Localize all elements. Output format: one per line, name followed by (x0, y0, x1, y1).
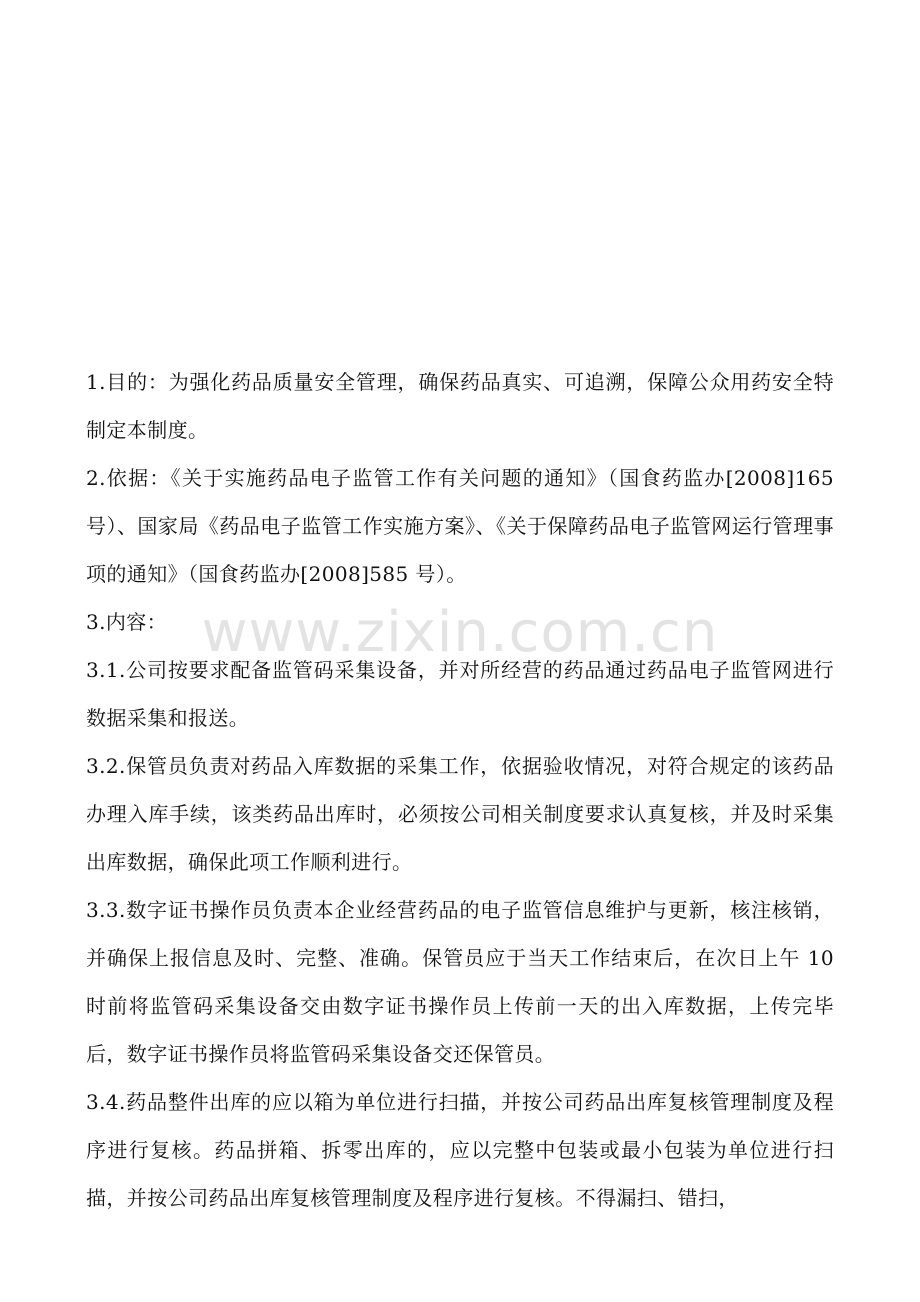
watermark: www.zixin.com.cn (201, 600, 719, 665)
paragraph-3-3: 3.3.数字证书操作员负责本企业经营药品的电子监管信息维护与更新，核注核销，并确保上报信息及时、完整、准确。保管员应于当天工作结束后，在次日上午 10 时前将监管码采集设备交由数字证书操作员上传前一天的出入库数据，上传完毕后，数字证书操作员将监管码采集设备交还保管员。 (86, 898, 834, 1066)
paragraph-content-heading: 3.内容： (86, 610, 168, 634)
paragraph-basis: 2.依据：《关于实施药品电子监管工作有关问题的通知》（国食药监办[2008]165号）、国家局《药品电子监管工作实施方案》、《关于保障药品电子监管网运行管理事项的通知》（国食药监办[2008]585 号）。 (86, 466, 834, 586)
paragraph-3-4: 3.4.药品整件出库的应以箱为单位进行扫描，并按公司药品出库复核管理制度及程序进行复核。药品拼箱、拆零出库的，应以完整中包装或最小包装为单位进行扫描，并按公司药品出库复核管理制度及程序进行复核。不得漏扫、错扫， (86, 1090, 834, 1210)
paragraph-purpose: 1.目的：为强化药品质量安全管理，确保药品真实、可追溯，保障公众用药安全特制定本制度。 (86, 370, 834, 442)
paragraph-3-1: 3.1.公司按要求配备监管码采集设备，并对所经营的药品通过药品电子监管网进行数据采集和报送。 (86, 658, 834, 730)
document-body (86, 358, 834, 1222)
paragraph-3-2: 3.2.保管员负责对药品入库数据的采集工作，依据验收情况，对符合规定的该药品办理入库手续，该类药品出库时，必须按公司相关制度要求认真复核，并及时采集出库数据，确保此项工作顺利进行。 (86, 754, 834, 874)
